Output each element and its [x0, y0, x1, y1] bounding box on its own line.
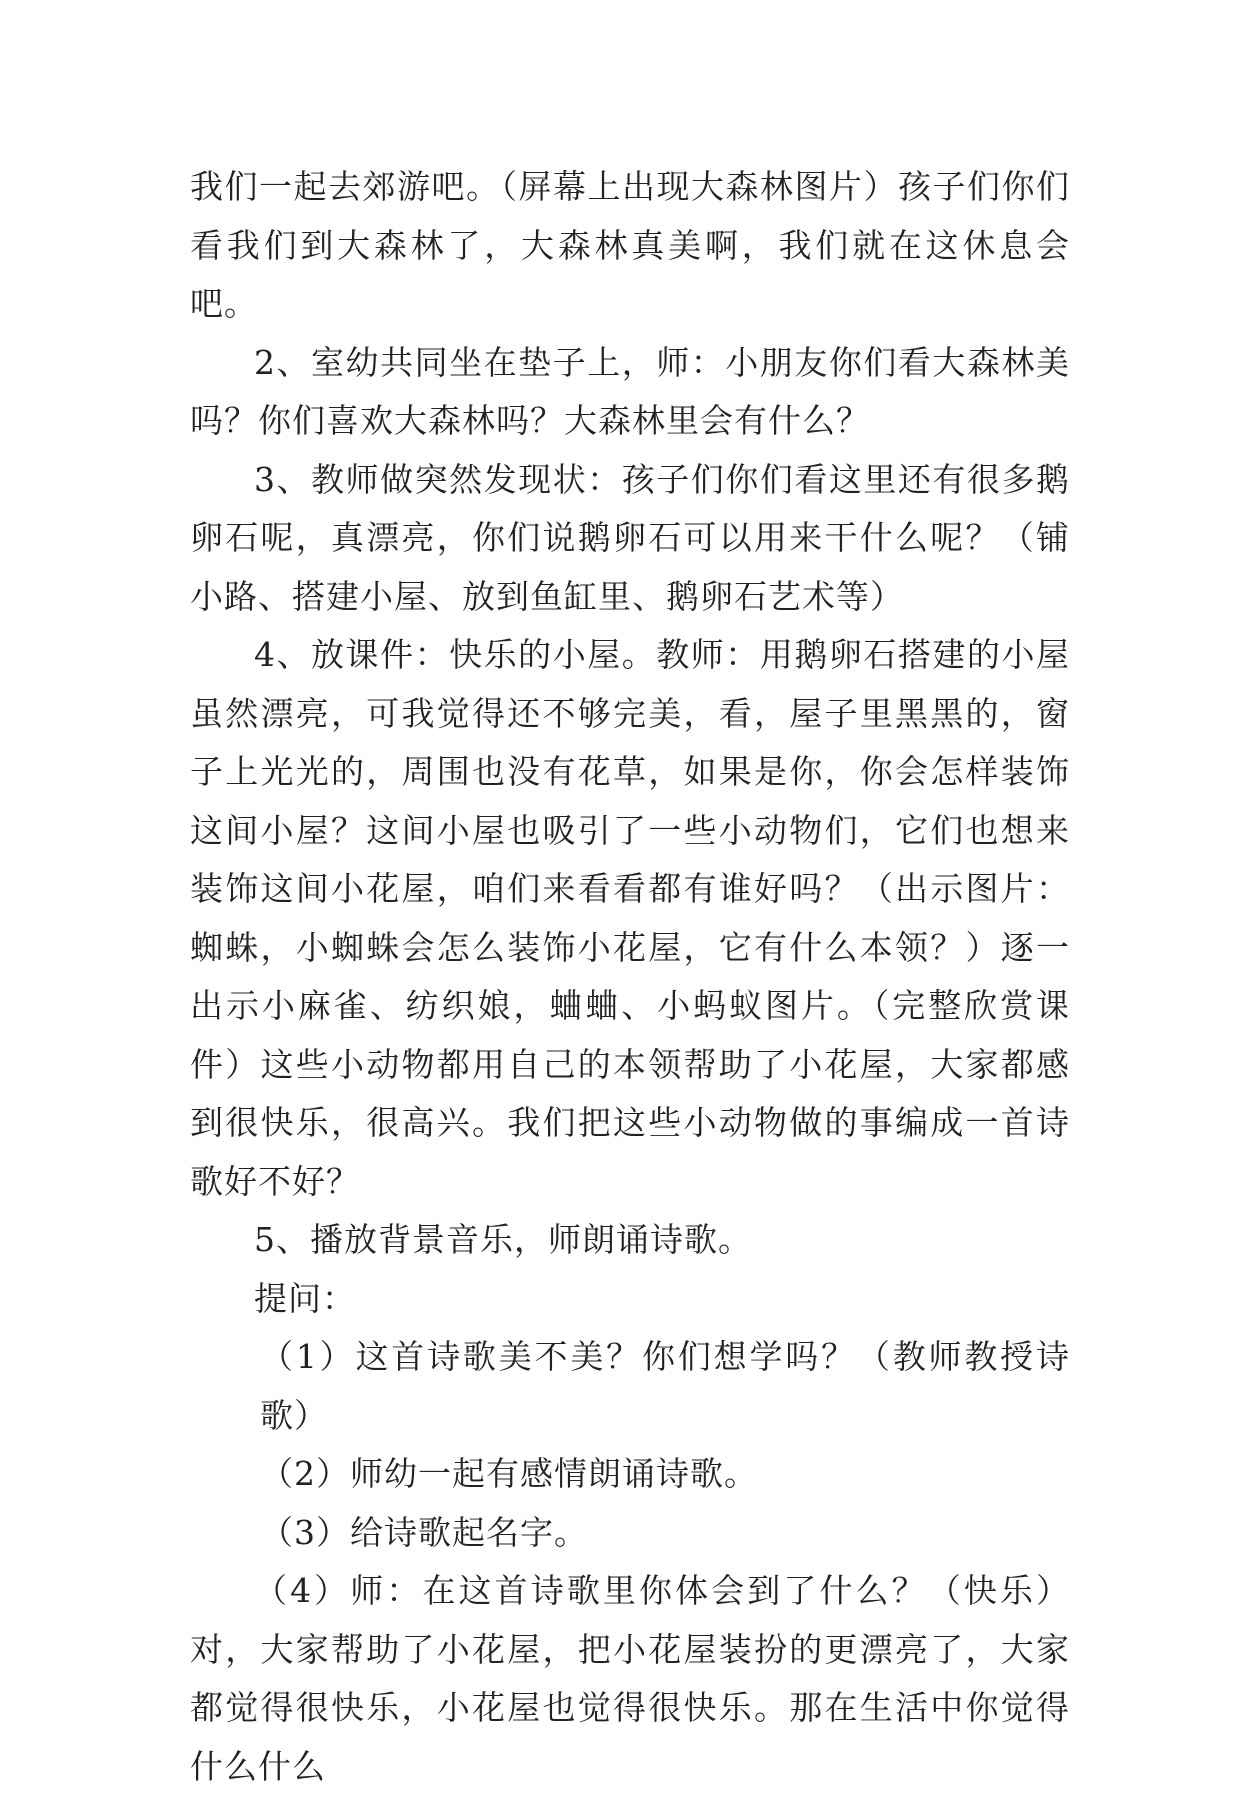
paragraph-step-2: 2、室幼共同坐在垫子上，师：小朋友你们看大森林美吗？你们喜欢大森林吗？大森林里会有什么？: [190, 342, 1070, 440]
paragraph-step-5: 5、播放背景音乐，师朗诵诗歌。: [254, 1220, 752, 1259]
paragraph-step-4: 4、放课件：快乐的小屋。教师：用鹅卵石搭建的小屋虽然漂亮，可我觉得还不够完美，看，屋子里黑黑的，窗子上光光的，周围也没有花草，如果是你，你会怎样装饰这间小屋？这间小屋也吸引了一些小动物们，它们也想来装饰这间小花屋，咱们来看看都有谁好吗？（出示图片：蜘蛛，小蜘蛛会怎么装饰小花屋，它有什么本领？）逐一出示小麻雀、纺织娘，蛐蛐、小蚂蚁图片。（完整欣赏课件）这些小动物都用自己的本领帮助了小花屋，大家都感到很快乐，很高兴。我们把这些小动物做的事编成一首诗歌好不好？: [190, 635, 1070, 1201]
paragraph-questions-heading: 提问：: [254, 1278, 356, 1318]
question-item-1: （1）这首诗歌美不美？你们想学吗？（教师教授诗歌）: [260, 1337, 1070, 1435]
question-item-3: （3）给诗歌起名字。: [260, 1512, 588, 1552]
paragraph-step-3: 3、教师做突然发现状：孩子们你们看这里还有很多鹅卵石呢，真漂亮，你们说鹅卵石可以用来干什么呢？（铺小路、搭建小屋、放到鱼缸里、鹅卵石艺术等）: [190, 459, 1070, 616]
document-body: [190, 158, 1070, 1796]
paragraph-continuation: 我们一起去郊游吧。（屏幕上出现大森林图片）孩子们你们看我们到大森林了，大森林真美啊，我们就在这休息会吧。: [190, 167, 1070, 323]
question-item-2: （2）师幼一起有感情朗诵诗歌。: [260, 1454, 758, 1493]
question-item-4: （4）师：在这首诗歌里你体会到了什么？（快乐）对，大家帮助了小花屋，把小花屋装扮的更漂亮了，大家都觉得很快乐，小花屋也觉得很快乐。那在生活中你觉得什么什么: [190, 1571, 1070, 1786]
